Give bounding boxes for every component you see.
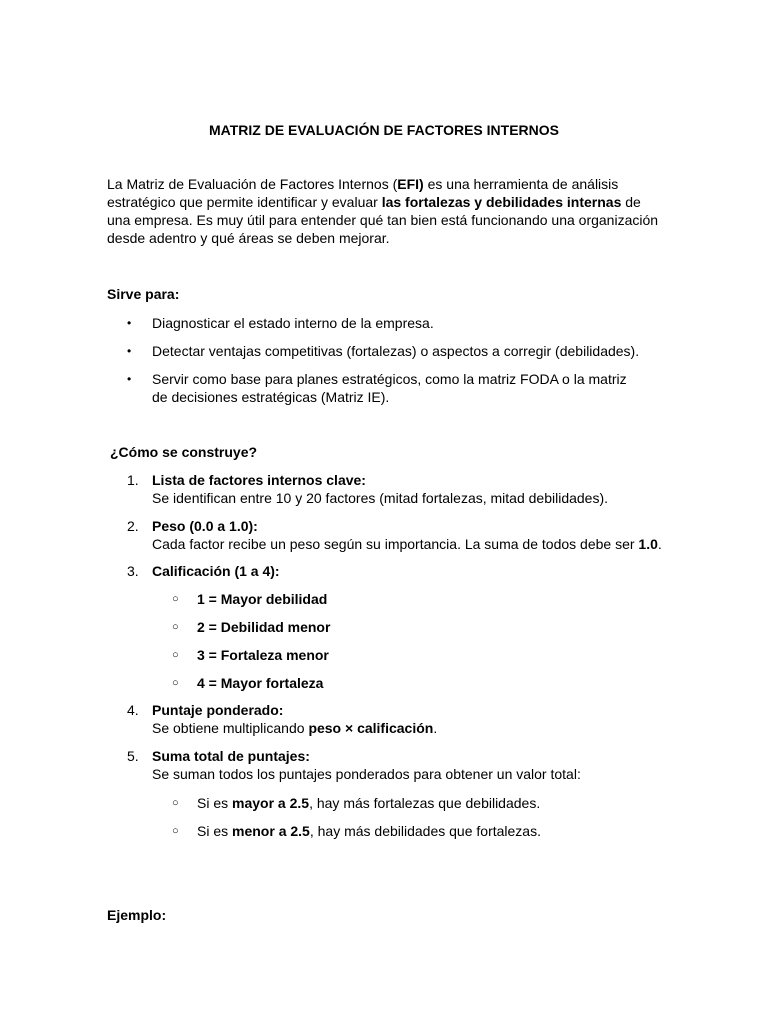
step-description-end: . (657, 536, 662, 552)
list-item (127, 342, 667, 360)
step-number: 4. (127, 702, 139, 718)
step-title: Calificación (1 a 4): (152, 563, 280, 579)
step-number: 5. (127, 748, 139, 764)
sirve-heading: Sirve para: (107, 286, 180, 302)
result-text-end: , hay más debilidades que fortalezas. (309, 823, 541, 839)
rating-text: 2 = Debilidad menor (197, 619, 331, 635)
circle-bullet-icon: ○ (172, 797, 179, 809)
list-item-text: Servir como base para planes estratégicos, como la matriz FODA o la matriz de decisiones estratégicas (Matriz IE). (152, 371, 627, 405)
result-text: Si es (197, 795, 233, 811)
step-number: 2. (127, 518, 139, 534)
step-description: Cada factor recibe un peso según su importancia. La suma de todos debe ser (152, 536, 639, 552)
rating-text: 1 = Mayor debilidad (197, 591, 328, 607)
intro-text-1: La Matriz de Evaluación de Factores Internos ( (107, 176, 398, 192)
step-description-bold: 1.0 (638, 536, 658, 552)
step-title: Suma total de puntajes: (152, 748, 310, 764)
list-item (127, 314, 667, 332)
list-item-text: Diagnosticar el estado interno de la empresa. (152, 315, 434, 331)
step-title: Puntaje ponderado: (152, 702, 284, 718)
list-item-text: Detectar ventajas competitivas (fortalezas) o aspectos a corregir (debilidades). (152, 343, 640, 359)
step-item (127, 517, 687, 553)
document-title: MATRIZ DE EVALUACIÓN DE FACTORES INTERNOS (208, 122, 559, 138)
sub-list-item (172, 822, 652, 840)
bullet-icon: • (127, 316, 132, 330)
step-number: 1. (127, 472, 139, 488)
construye-heading: ¿Cómo se construye? (110, 444, 258, 460)
intro-paragraph (107, 175, 667, 247)
intro-text-3: de una empresa. Es muy útil para entender qué tan bien está funcionando una organización desde adentro y qué áreas se deben mejorar. (107, 194, 659, 246)
sub-list-item (172, 794, 652, 812)
intro-text-2: es una herramienta de análisis estratégico que permite identificar y evaluar (107, 176, 619, 210)
result-bold: mayor a 2.5 (232, 795, 310, 811)
sub-list-item (172, 618, 652, 636)
circle-bullet-icon: ○ (172, 593, 179, 605)
step-description-end: . (433, 720, 438, 736)
sub-list-item (172, 590, 652, 608)
circle-bullet-icon: ○ (172, 677, 179, 689)
result-text: Si es (197, 823, 233, 839)
intro-bold-fortalezas: las fortalezas y debilidades internas (381, 194, 622, 210)
step-item (127, 701, 687, 737)
step-item (127, 562, 687, 580)
step-description: Se identifican entre 10 y 20 factores (mitad fortalezas, mitad debilidades). (152, 490, 609, 506)
bullet-icon: • (127, 372, 132, 386)
step-item (127, 471, 687, 507)
circle-bullet-icon: ○ (172, 649, 179, 661)
list-item (127, 370, 627, 406)
step-number: 3. (127, 563, 139, 579)
rating-text: 4 = Mayor fortaleza (197, 675, 324, 691)
ejemplo-heading: Ejemplo: (107, 907, 167, 923)
result-bold: menor a 2.5 (232, 823, 310, 839)
step-description: Se suman todos los puntajes ponderados para obtener un valor total: (152, 766, 581, 782)
step-item (127, 747, 687, 783)
sub-list-item (172, 646, 652, 664)
circle-bullet-icon: ○ (172, 825, 179, 837)
rating-text: 3 = Fortaleza menor (197, 647, 329, 663)
sub-list-item (172, 674, 652, 692)
circle-bullet-icon: ○ (172, 621, 179, 633)
step-description-bold: peso × calificación (308, 720, 434, 736)
result-text-end: , hay más fortalezas que debilidades. (309, 795, 541, 811)
step-description: Se obtiene multiplicando (152, 720, 309, 736)
step-title: Lista de factores internos clave: (152, 472, 366, 488)
intro-bold-efi: EFI) (397, 176, 424, 192)
step-title: Peso (0.0 a 1.0): (152, 518, 258, 534)
bullet-icon: • (127, 344, 132, 358)
